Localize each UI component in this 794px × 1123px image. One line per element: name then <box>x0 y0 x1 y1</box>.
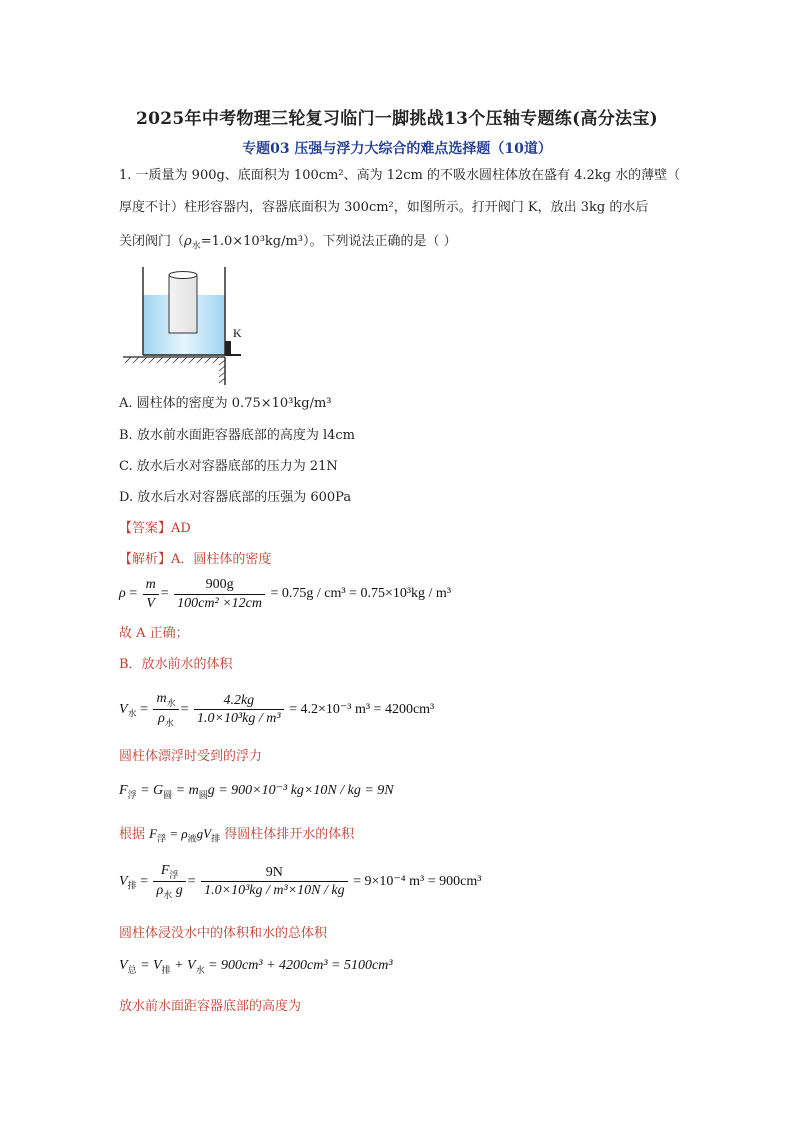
option-d: D. 放水后水对容器底部的压强为 600Pa <box>119 490 352 505</box>
formula-total-d: = 900cm³ + 4200cm³ = 5100cm³ <box>204 958 393 973</box>
formula-water-volume-frac-2 <box>194 692 284 728</box>
formula-water-volume-den-sub: 水 <box>164 717 174 728</box>
formula-displaced-den: ρ <box>156 883 164 899</box>
question-line-1: 1. 一质量为 900g、底面积为 100cm²、高为 12cm 的不吸水圆柱体放在盛有 4.2kg 水的薄壁（ <box>119 168 681 183</box>
formula-displaced-den2: 1.0×10³kg / m³×10N / kg <box>204 883 345 899</box>
formula-displaced-num-sub: 浮 <box>169 869 179 880</box>
formula-density-rhs: = 0.75g / cm³ = 0.75×10³kg / m³ <box>270 586 452 602</box>
ground-hatch <box>125 357 219 363</box>
formula-total-sub-b: 排 <box>161 964 171 975</box>
support-hatch <box>219 360 225 383</box>
formula-displaced-rhs: = 9×10⁻⁴ m³ = 900cm³ <box>353 873 482 889</box>
section-subtitle: 专题03 压强与浮力大综合的难点选择题（10道） <box>242 141 552 157</box>
question-line-2: 厚度不计）柱形容器内，容器底面积为 300cm²，如图所示。打开阀门 K，放出 3kg 的水后 <box>119 200 649 215</box>
formula-total-b: = V <box>136 958 162 973</box>
formula-water-volume-den2: 1.0×10³kg / m³ <box>197 711 281 727</box>
formula-density-den2: 100cm² ×12cm <box>177 595 262 611</box>
formula-displaced-volume: $V_排$ = $\frac{F_浮}{\rho_水 g}$ = $\frac{9N}{\text{1.0×10³kg / m³×10N / kg}}$ = 9×10⁻⁴ m³ = 900cm³ <box>119 863 482 900</box>
formula-water-volume-den: ρ <box>158 711 165 727</box>
formula-density-num: m <box>145 577 156 592</box>
analysis-according-line <box>119 826 354 844</box>
formula-displaced-lhs: V <box>119 873 128 889</box>
formula-archimedes-a: F <box>149 826 158 841</box>
analysis-a-intro: A．圆柱体的密度 <box>171 552 272 567</box>
formula-buoyancy-b: = G <box>136 783 164 798</box>
question-line-3-a: 关闭阀门（ <box>119 234 185 249</box>
analysis-a-line <box>119 552 271 568</box>
formula-total-volume <box>119 958 393 976</box>
formula-displaced-den-tail: g <box>172 883 183 899</box>
formula-archimedes-b: = ρ <box>166 826 188 841</box>
option-b: B. 放水前水面距容器底部的高度为 l4cm <box>119 428 355 443</box>
formula-displaced-num: F <box>160 863 170 878</box>
question-line-3 <box>119 234 457 252</box>
valve-label: K <box>233 326 242 340</box>
analysis-according-prefix: 根据 <box>119 827 146 842</box>
formula-displaced-den-sub: 水 <box>163 889 173 900</box>
rho-subscript: 水 <box>191 241 201 252</box>
formula-density: ρ = $\frac{m}{V}$ = $\frac{900g}{\text{100cm² ×12cm}}$ = 0.75g / cm³ = 0.75×10³kg / m³ <box>119 577 452 611</box>
analysis-according-suffix: 得圆柱体排开水的体积 <box>224 827 355 842</box>
formula-density-frac-mv <box>143 576 159 612</box>
answer-line: 【答案】AD <box>119 521 191 536</box>
analysis-a-conclusion: 故 A 正确； <box>119 626 189 641</box>
formula-archimedes <box>149 826 221 844</box>
formula-buoyancy <box>119 782 394 801</box>
formula-buoyancy-a: F <box>119 783 128 798</box>
formula-total-a: V <box>119 958 128 973</box>
analysis-label: 【解析】 <box>119 552 172 567</box>
formula-total-sub-c: 水 <box>195 964 205 975</box>
formula-total-sub-a: 总 <box>127 964 137 975</box>
analysis-buoyancy-intro: 圆柱体漂浮时受到的浮力 <box>119 749 263 764</box>
formula-total-c: + V <box>170 958 196 973</box>
analysis-total-volume-intro: 圆柱体浸没水中的体积和水的总体积 <box>119 926 328 941</box>
formula-water-volume-frac-1 <box>153 690 178 729</box>
valve-k <box>225 341 231 355</box>
page-title: 2025年中考物理三轮复习临门一脚挑战13个压轴专题练(高分法宝) <box>136 109 658 129</box>
cylinder-body <box>169 275 197 333</box>
option-a: A. 圆柱体的密度为 0.75×10³kg/m³ <box>119 396 332 411</box>
formula-buoyancy-sub-a: 浮 <box>127 789 137 800</box>
formula-density-rho: ρ <box>119 586 126 602</box>
formula-buoyancy-sub-b: 圆 <box>163 789 173 800</box>
analysis-height-intro: 放水前水面距容器底部的高度为 <box>119 999 302 1014</box>
formula-archimedes-sub-a: 浮 <box>157 833 167 844</box>
rho-symbol: ρ <box>184 234 192 249</box>
formula-archimedes-c: gV <box>196 826 212 841</box>
formula-archimedes-sub-b: 液 <box>187 833 197 844</box>
formula-displaced-frac-2 <box>201 864 347 900</box>
question-line-3-b: =1.0×10³kg/m³）。下列说法正确的是（ ） <box>200 234 457 249</box>
formula-buoyancy-c: = m <box>172 783 199 798</box>
analysis-b-intro: B．放水前水的体积 <box>119 657 233 672</box>
cylinder-top <box>169 272 197 279</box>
formula-water-volume-lhs: V <box>119 701 128 717</box>
formula-water-volume-num: m <box>156 691 167 706</box>
formula-displaced-num2: 9N <box>201 864 347 883</box>
formula-buoyancy-d: g = 900×10⁻³ kg×10N / kg = 9N <box>207 783 394 798</box>
formula-water-volume-lhs-sub: 水 <box>127 708 137 719</box>
formula-water-volume: $V_水$ = $\frac{m_水}{\rho_水}$ = $\frac{4.2kg}{\text{1.0×10³kg / m³}}$ = 4.2×10⁻³ m³ = 4200cm³ <box>119 691 435 728</box>
formula-water-volume-num2: 4.2kg <box>223 692 255 708</box>
formula-displaced-lhs-sub: 排 <box>127 880 137 891</box>
formula-density-den: V <box>146 595 155 611</box>
container-diagram <box>119 265 254 385</box>
option-c: C. 放水后水对容器底部的压力为 21N <box>119 459 338 474</box>
formula-displaced-frac-1 <box>153 862 185 901</box>
formula-water-volume-num-sub: 水 <box>166 697 176 708</box>
formula-density-frac-values <box>174 576 265 612</box>
formula-density-num2: 900g <box>174 576 265 595</box>
formula-water-volume-rhs: = 4.2×10⁻³ m³ = 4200cm³ <box>289 701 435 717</box>
formula-archimedes-sub-c: 排 <box>211 833 221 844</box>
formula-buoyancy-sub-c: 圆 <box>198 789 208 800</box>
